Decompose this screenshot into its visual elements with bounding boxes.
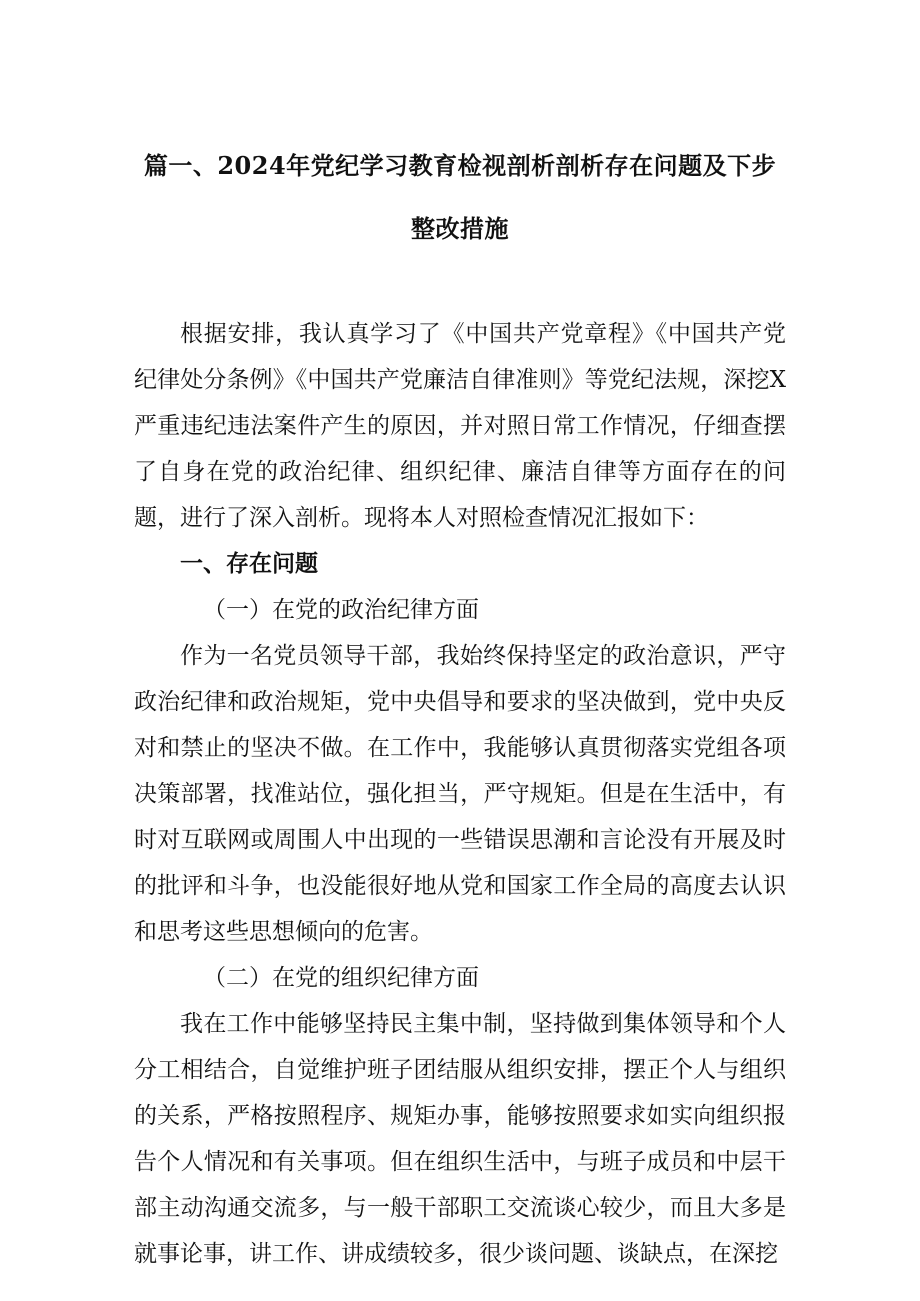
document-body (134, 311, 786, 1277)
paragraph-organizational-discipline: 我在工作中能够坚持民主集中制，坚持做到集体领导和个人分工相结合，自觉维护班子团结服从组织安排，摆正个人与组织的关系，严格按照程序、规矩办事，能够按照要求如实向组织报告个人情况和有关事项。但在组织生活中，与班子成员和中层干部主动沟通交流多，与一般干部职工交流谈心较少，而且大多是就事论事，讲工作、讲成绩较多，很少谈问题、谈缺点，在深挖 (134, 1011, 786, 1267)
section-heading: 一、存在问题 (180, 550, 318, 577)
intro-paragraph: 根据安排，我认真学习了《中国共产党章程》《中国共产党纪律处分条例》《中国共产党廉洁自律准则》等党纪法规，深挖X严重违纪违法案件产生的原因，并对照日常工作情况，仔细查摆了自身在党的政治纪律、组织纪律、廉洁自律等方面存在的问题，进行了深入剖析。现将本人对照检查情况汇报如下： (134, 321, 786, 531)
subsection-heading-organizational: （二）在党的组织纪律方面 (203, 965, 479, 991)
subsection-heading-political: （一）在党的政治纪律方面 (203, 597, 479, 623)
paragraph-political-discipline: 作为一名党员领导干部，我始终保持坚定的政治意识，严守政治纪律和政治规矩，党中央倡导和要求的坚决做到，党中央反对和禁止的坚决不做。在工作中，我能够认真贯彻落实党组各项决策部署，找准站位，强化担当，严守规矩。但是在生活中，有时对互联网或周围人中出现的一些错误思潮和言论没有开展及时的批评和斗争，也没能很好地从党和国家工作全局的高度去认识和思考这些思想倾向的危害。 (134, 643, 786, 945)
document-title-line-2: 整改措施 (411, 214, 509, 243)
document-title-line-1: 篇一、2024年党纪学习教育检视剖析剖析存在问题及下步 (143, 151, 777, 180)
